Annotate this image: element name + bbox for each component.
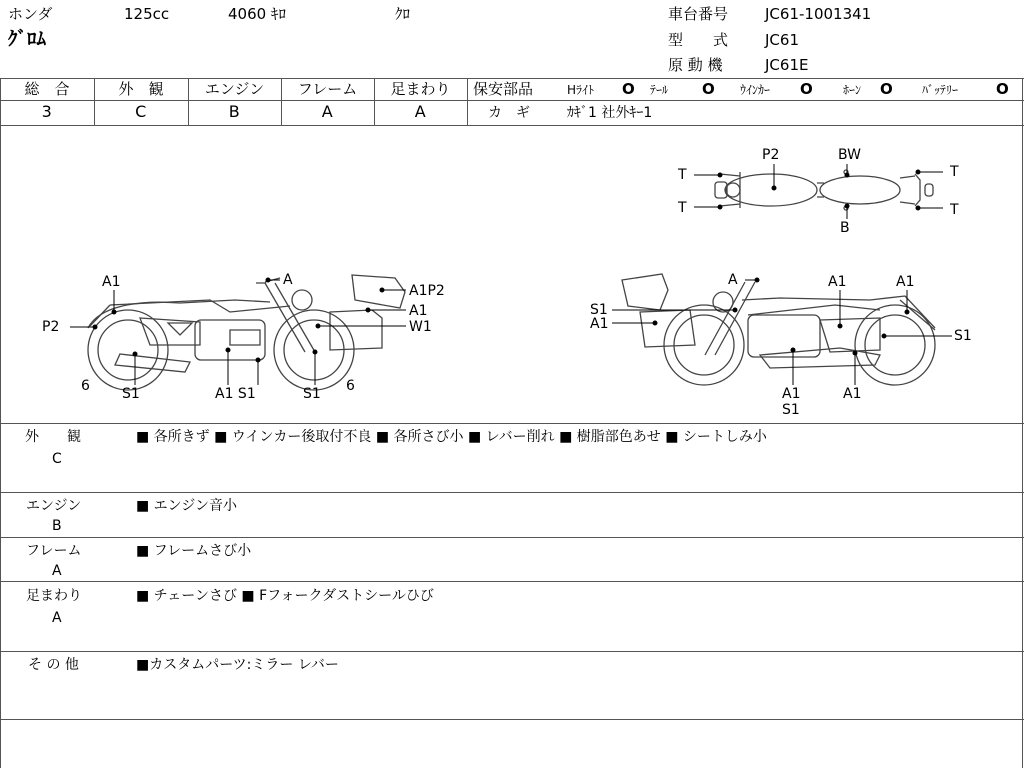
damage-label: S1 <box>590 302 608 318</box>
safety-title: 保安部品 <box>473 80 534 98</box>
key-label: カ ギ <box>488 105 530 121</box>
safety-battery-label: ﾊﾞｯﾃﾘｰ <box>922 83 959 97</box>
damage-label: A1 <box>590 316 609 332</box>
damage-label: A1 <box>409 303 428 319</box>
remark-text: ■カスタムパーツ:ミラー レバー <box>136 657 339 673</box>
safety-horn-mark: O <box>880 80 893 98</box>
remark-grade: B <box>52 518 62 534</box>
divider <box>0 78 1024 79</box>
grade-engine-value: B <box>228 102 241 121</box>
damage-label: T <box>678 167 687 183</box>
grade-suspension-value: A <box>414 102 427 121</box>
divider <box>0 537 1024 538</box>
remark-grade: A <box>52 610 62 626</box>
damage-label: P2 <box>42 319 60 335</box>
safety-tail-mark: O <box>702 80 715 98</box>
damage-label: A1 <box>102 274 121 290</box>
maker: ホンダ <box>8 5 53 23</box>
damage-label: S1 <box>303 386 321 402</box>
divider <box>0 100 1024 101</box>
damage-label: A1 <box>782 386 801 402</box>
damage-label: BW <box>838 147 861 163</box>
divider <box>0 581 1024 582</box>
damage-label: P2 <box>762 147 780 163</box>
damage-label: A <box>283 272 293 288</box>
damage-label: T <box>950 202 959 218</box>
frame-no-label: 車台番号 <box>668 5 729 23</box>
remark-category: フレーム <box>26 543 82 559</box>
damage-label: S1 <box>782 402 800 418</box>
remark-text: ■ エンジン音小 <box>136 498 237 514</box>
divider <box>0 423 1024 424</box>
engine-value: JC61E <box>765 56 809 74</box>
damage-label: A1 <box>828 274 847 290</box>
grade-exterior-value: C <box>135 102 147 121</box>
damage-label: A1 S1 <box>215 386 256 402</box>
top-view-drawing <box>715 170 933 210</box>
divider <box>0 719 1024 720</box>
remark-category: そ の 他 <box>28 657 79 673</box>
remark-text: ■ 各所きず ■ ウインカー後取付不良 ■ 各所さび小 ■ レバー削れ ■ 樹脂部色あせ ■ シートしみ小 <box>136 429 767 445</box>
damage-label: A1 <box>896 274 915 290</box>
grade-engine-label: エンジン <box>204 80 265 98</box>
model-name: ｸﾞﾛﾑ <box>8 28 47 50</box>
remark-category: エンジン <box>26 498 82 514</box>
displacement: 125cc <box>124 5 170 23</box>
type-value: JC61 <box>765 31 799 49</box>
safety-battery-mark: O <box>996 80 1009 98</box>
divider <box>0 492 1024 493</box>
damage-label: 6 <box>81 378 90 394</box>
damage-label: A1 <box>843 386 862 402</box>
safety-headlight-mark: O <box>622 80 635 98</box>
grade-exterior-label: 外 観 <box>118 80 164 98</box>
color: ｸﾛ <box>395 5 411 23</box>
damage-label: W1 <box>409 319 432 335</box>
engine-label: 原 動 機 <box>668 56 723 74</box>
grade-overall-value: 3 <box>41 102 53 121</box>
safety-tail-label: ﾃｰﾙ <box>650 83 669 97</box>
right-side-drawing <box>622 274 935 385</box>
safety-headlight-label: Hﾗｲﾄ <box>567 83 595 97</box>
remark-category: 足まわり <box>26 588 82 604</box>
damage-label: S1 <box>122 386 140 402</box>
mileage: 4060 ｷﾛ <box>228 5 286 23</box>
damage-label: B <box>840 220 850 236</box>
frame-no: JC61-1001341 <box>765 5 872 23</box>
safety-horn-label: ﾎｰﾝ <box>843 83 862 97</box>
remark-text: ■ フレームさび小 <box>136 543 252 559</box>
damage-label: T <box>678 200 687 216</box>
remark-grade: C <box>52 451 62 467</box>
damage-label: A <box>728 272 738 288</box>
damage-label: T <box>950 164 959 180</box>
safety-winker-mark: O <box>800 80 813 98</box>
grade-suspension-label: 足まわり <box>390 80 451 98</box>
motorcycle-diagram <box>0 126 1024 423</box>
divider <box>0 651 1024 652</box>
remark-category: 外 観 <box>25 429 81 445</box>
grade-frame-value: A <box>321 102 334 121</box>
key-value: ｶｷﾞ1 社外ｷｰ1 <box>567 105 653 121</box>
grade-overall-label: 総 合 <box>24 80 70 98</box>
damage-label: 6 <box>346 378 355 394</box>
damage-label: S1 <box>954 328 972 344</box>
safety-winker-label: ｳｲﾝｶｰ <box>740 83 771 97</box>
divider <box>467 78 468 125</box>
remark-text: ■ チェーンさび ■ Fフォークダストシールひび <box>136 588 434 604</box>
remark-grade: A <box>52 563 62 579</box>
grade-frame-label: フレーム <box>297 80 358 98</box>
left-side-drawing <box>88 275 405 390</box>
type-label: 型 式 <box>668 31 729 49</box>
damage-label: A1P2 <box>409 283 445 299</box>
